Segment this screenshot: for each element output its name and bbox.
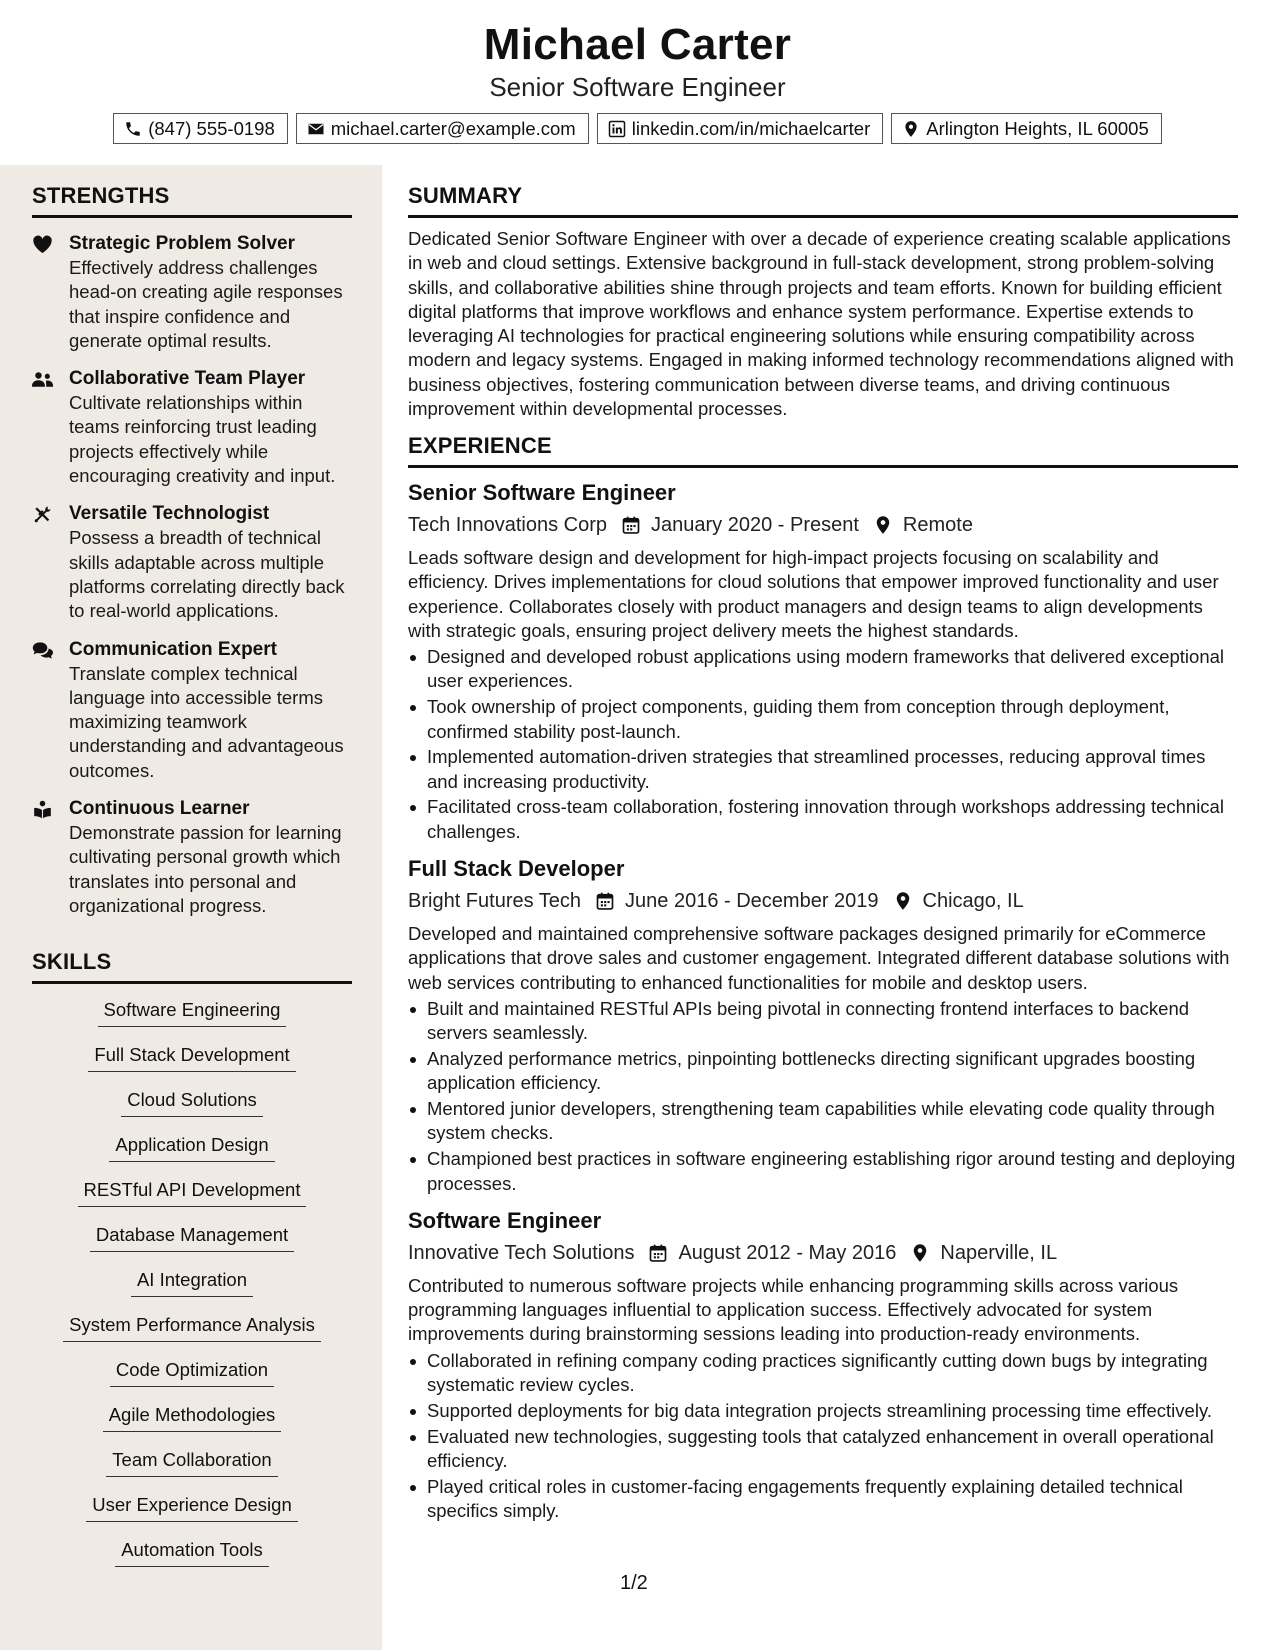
job-description: Leads software design and development for high-impact projects focusing on scalability and efficiency. Drives implementations for cloud solutions that empower improved functionality and user experience. Collaborates closely with product managers and design teams to align developments with strategic goals, ensuring project delivery meets the highest standards.	[408, 547, 1219, 641]
skill-label: Full Stack Development	[88, 1039, 295, 1072]
bullet-item: Facilitated cross-team collaboration, fostering innovation through workshops addressing technical challenges.	[408, 795, 1238, 844]
strengths-section	[32, 183, 352, 918]
bullet-item: Supported deployments for big data integration projects streamlining processing time effectively.	[408, 1399, 1238, 1423]
skill-tag	[32, 1264, 352, 1309]
bullet-item: Analyzed performance metrics, pinpointing bottlenecks directing significant upgrades boosting application efficiency.	[408, 1047, 1238, 1096]
job-dates: August 2012 - May 2016	[678, 1241, 897, 1264]
calendar-icon	[648, 1243, 668, 1263]
skill-label: System Performance Analysis	[63, 1309, 321, 1342]
contact-linkedin-text: linkedin.com/in/michaelcarter	[631, 117, 871, 139]
strength-title: Communication Expert	[69, 638, 277, 660]
strength-item	[32, 797, 352, 918]
skill-label: Team Collaboration	[106, 1444, 277, 1477]
job-description: Contributed to numerous software projects while enhancing programming skills across various programming languages influential to application success. Effectively advocated for system improvements during brainstorming sessions leading into production-ready environments.	[408, 1274, 1179, 1345]
bullet-item: Implemented automation-driven strategies that streamlined processes, reducing approval times and increasing productivity.	[408, 745, 1238, 794]
bullet-item: Evaluated new technologies, suggesting tools that catalyzed enhancement in overall operational efficiency.	[408, 1425, 1238, 1474]
strength-title: Collaborative Team Player	[69, 368, 306, 390]
skill-label: RESTful API Development	[78, 1174, 307, 1207]
job-meta	[408, 1238, 1238, 1268]
job-entry	[408, 854, 1238, 1196]
job-company: Bright Futures Tech	[408, 890, 582, 913]
strength-desc: Cultivate relationships within teams reinforcing trust leading projects effectively while encouraging creativity and input.	[69, 392, 336, 487]
map-pin-icon	[893, 891, 913, 911]
skill-label: Agile Methodologies	[103, 1399, 282, 1432]
strength-title: Strategic Problem Solver	[69, 233, 295, 254]
job-company: Tech Innovations Corp	[408, 514, 608, 536]
job-bullets	[408, 1349, 1238, 1524]
contact-phone[interactable]	[113, 113, 288, 144]
skill-list	[32, 994, 352, 1579]
experience-section	[408, 433, 1238, 1525]
map-pin-icon	[902, 120, 920, 138]
map-pin-icon	[873, 515, 893, 535]
summary-heading: SUMMARY	[408, 183, 1238, 218]
job-title: Software Engineer	[408, 1207, 602, 1233]
bullet-item: Designed and developed robust applications using modern frameworks that delivered exceptional user experiences.	[408, 645, 1238, 694]
heart-icon	[32, 232, 54, 353]
skill-label: Application Design	[109, 1129, 274, 1162]
book-reader-icon	[32, 797, 54, 918]
job-title: Full Stack Developer	[408, 856, 625, 882]
phone-icon	[124, 120, 142, 138]
contact-bar	[0, 113, 1275, 144]
summary-text: Dedicated Senior Software Engineer with over a decade of experience creating scalable applications in web and cloud settings. Extensive background in full-stack development, strong problem-solving skills, and collaborative abilities shine through projects and team efforts. Known for building efficient digital platforms that improve workflows and enhance system performance. Expertise extends to leveraging AI technologies for practical engineering solutions while ensuring compatibility across modern and legacy systems. Engaged in making informed technology recommendations aligned with business objectives, fostering communication between diverse teams, and driving continuous improvement within developmental processes.	[408, 228, 1234, 420]
linkedin-icon	[608, 120, 626, 138]
job-location: Chicago, IL	[922, 890, 1024, 913]
strength-desc: Possess a breadth of technical skills adaptable across multiple platforms correlating directly back to real-world applications.	[69, 527, 345, 622]
job-description: Developed and maintained comprehensive software packages designed primarily for eCommerce applications that drove sales and customer engagement. Integrated different database solutions with web services contributing to enhanced functionalities for mobile and desktop users.	[408, 923, 1230, 993]
envelope-icon	[307, 120, 325, 138]
strength-desc: Effectively address challenges head-on creating agile responses that inspire confidence and generate optimal results.	[69, 257, 343, 351]
strength-title: Versatile Technologist	[69, 503, 270, 525]
candidate-title: Senior Software Engineer	[489, 72, 786, 102]
bullet-item: Championed best practices in software engineering establishing rigor around testing and deploying processes.	[408, 1147, 1238, 1196]
skill-tag	[32, 994, 352, 1039]
resume-header	[0, 0, 1275, 165]
strength-desc: Demonstrate passion for learning cultivating personal growth which translates into personal and organizational progress.	[69, 822, 342, 916]
skill-label: Database Management	[90, 1219, 294, 1252]
skill-tag	[32, 1489, 352, 1534]
map-pin-icon	[910, 1243, 930, 1263]
skill-label: Cloud Solutions	[121, 1084, 263, 1117]
job-entry	[408, 478, 1238, 844]
sidebar	[0, 165, 382, 1650]
skill-label: Code Optimization	[110, 1354, 274, 1387]
bullet-item: Built and maintained RESTful APIs being pivotal in connecting frontend interfaces to backend servers seamlessly.	[408, 997, 1238, 1046]
calendar-icon	[621, 515, 641, 535]
bullet-item: Collaborated in refining company coding practices significantly cutting down bugs by integrating systematic review cycles.	[408, 1349, 1238, 1398]
chat-bubbles-icon	[32, 638, 54, 783]
job-entry	[408, 1206, 1238, 1523]
strength-title: Continuous Learner	[69, 798, 250, 820]
main-column	[382, 165, 1275, 1650]
contact-linkedin[interactable]	[597, 113, 884, 144]
skill-label: User Experience Design	[86, 1489, 297, 1522]
user-group-icon	[32, 367, 54, 488]
job-location: Naperville, IL	[940, 1241, 1058, 1264]
skill-label: Automation Tools	[115, 1534, 269, 1567]
page-number: 1/2	[620, 1572, 648, 1594]
strength-item	[32, 232, 352, 353]
strengths-heading: STRENGTHS	[32, 183, 352, 218]
contact-email-text: michael.carter@example.com	[330, 117, 576, 139]
contact-location-text: Arlington Heights, IL 60005	[926, 117, 1149, 139]
skill-tag	[32, 1084, 352, 1129]
summary-section	[408, 183, 1238, 421]
strength-item	[32, 638, 352, 783]
job-bullets	[408, 997, 1238, 1196]
calendar-icon	[595, 891, 615, 911]
job-dates: January 2020 - Present	[651, 514, 859, 536]
job-location: Remote	[902, 514, 973, 536]
job-meta	[408, 886, 1238, 916]
skill-tag	[32, 1039, 352, 1084]
skill-tag	[32, 1309, 352, 1354]
contact-phone-text: (847) 555-0198	[148, 117, 275, 139]
bullet-item: Mentored junior developers, strengthening team capabilities while elevating code quality through system checks.	[408, 1097, 1238, 1146]
skill-label: AI Integration	[131, 1264, 253, 1297]
contact-email[interactable]	[296, 113, 589, 144]
job-title: Senior Software Engineer	[408, 480, 676, 505]
strength-item	[32, 367, 352, 488]
skills-section	[32, 949, 352, 1579]
bullet-item: Played critical roles in customer-facing engagements frequently explaining detailed technical specifics simply.	[408, 1475, 1238, 1524]
skill-tag	[32, 1219, 352, 1264]
skills-heading: SKILLS	[32, 949, 352, 984]
job-dates: June 2016 - December 2019	[625, 890, 879, 913]
candidate-name: Michael Carter	[483, 20, 792, 69]
job-company: Innovative Tech Solutions	[408, 1241, 635, 1264]
job-bullets	[408, 645, 1238, 844]
skill-tag	[32, 1444, 352, 1489]
job-meta	[408, 510, 1238, 540]
experience-heading: EXPERIENCE	[408, 433, 1238, 468]
skill-tag	[32, 1129, 352, 1174]
bullet-item: Took ownership of project components, guiding them from conception through deployment, confirmed stability post-launch.	[408, 695, 1238, 744]
skill-tag	[32, 1534, 352, 1579]
skill-tag	[32, 1174, 352, 1219]
strength-desc: Translate complex technical language into accessible terms maximizing teamwork understanding and advantageous outcomes.	[69, 662, 344, 781]
skill-label: Software Engineering	[98, 994, 287, 1027]
strength-item	[32, 502, 352, 623]
skill-tag	[32, 1354, 352, 1399]
tools-icon	[32, 502, 54, 623]
contact-location[interactable]	[891, 113, 1162, 144]
skill-tag	[32, 1399, 352, 1444]
